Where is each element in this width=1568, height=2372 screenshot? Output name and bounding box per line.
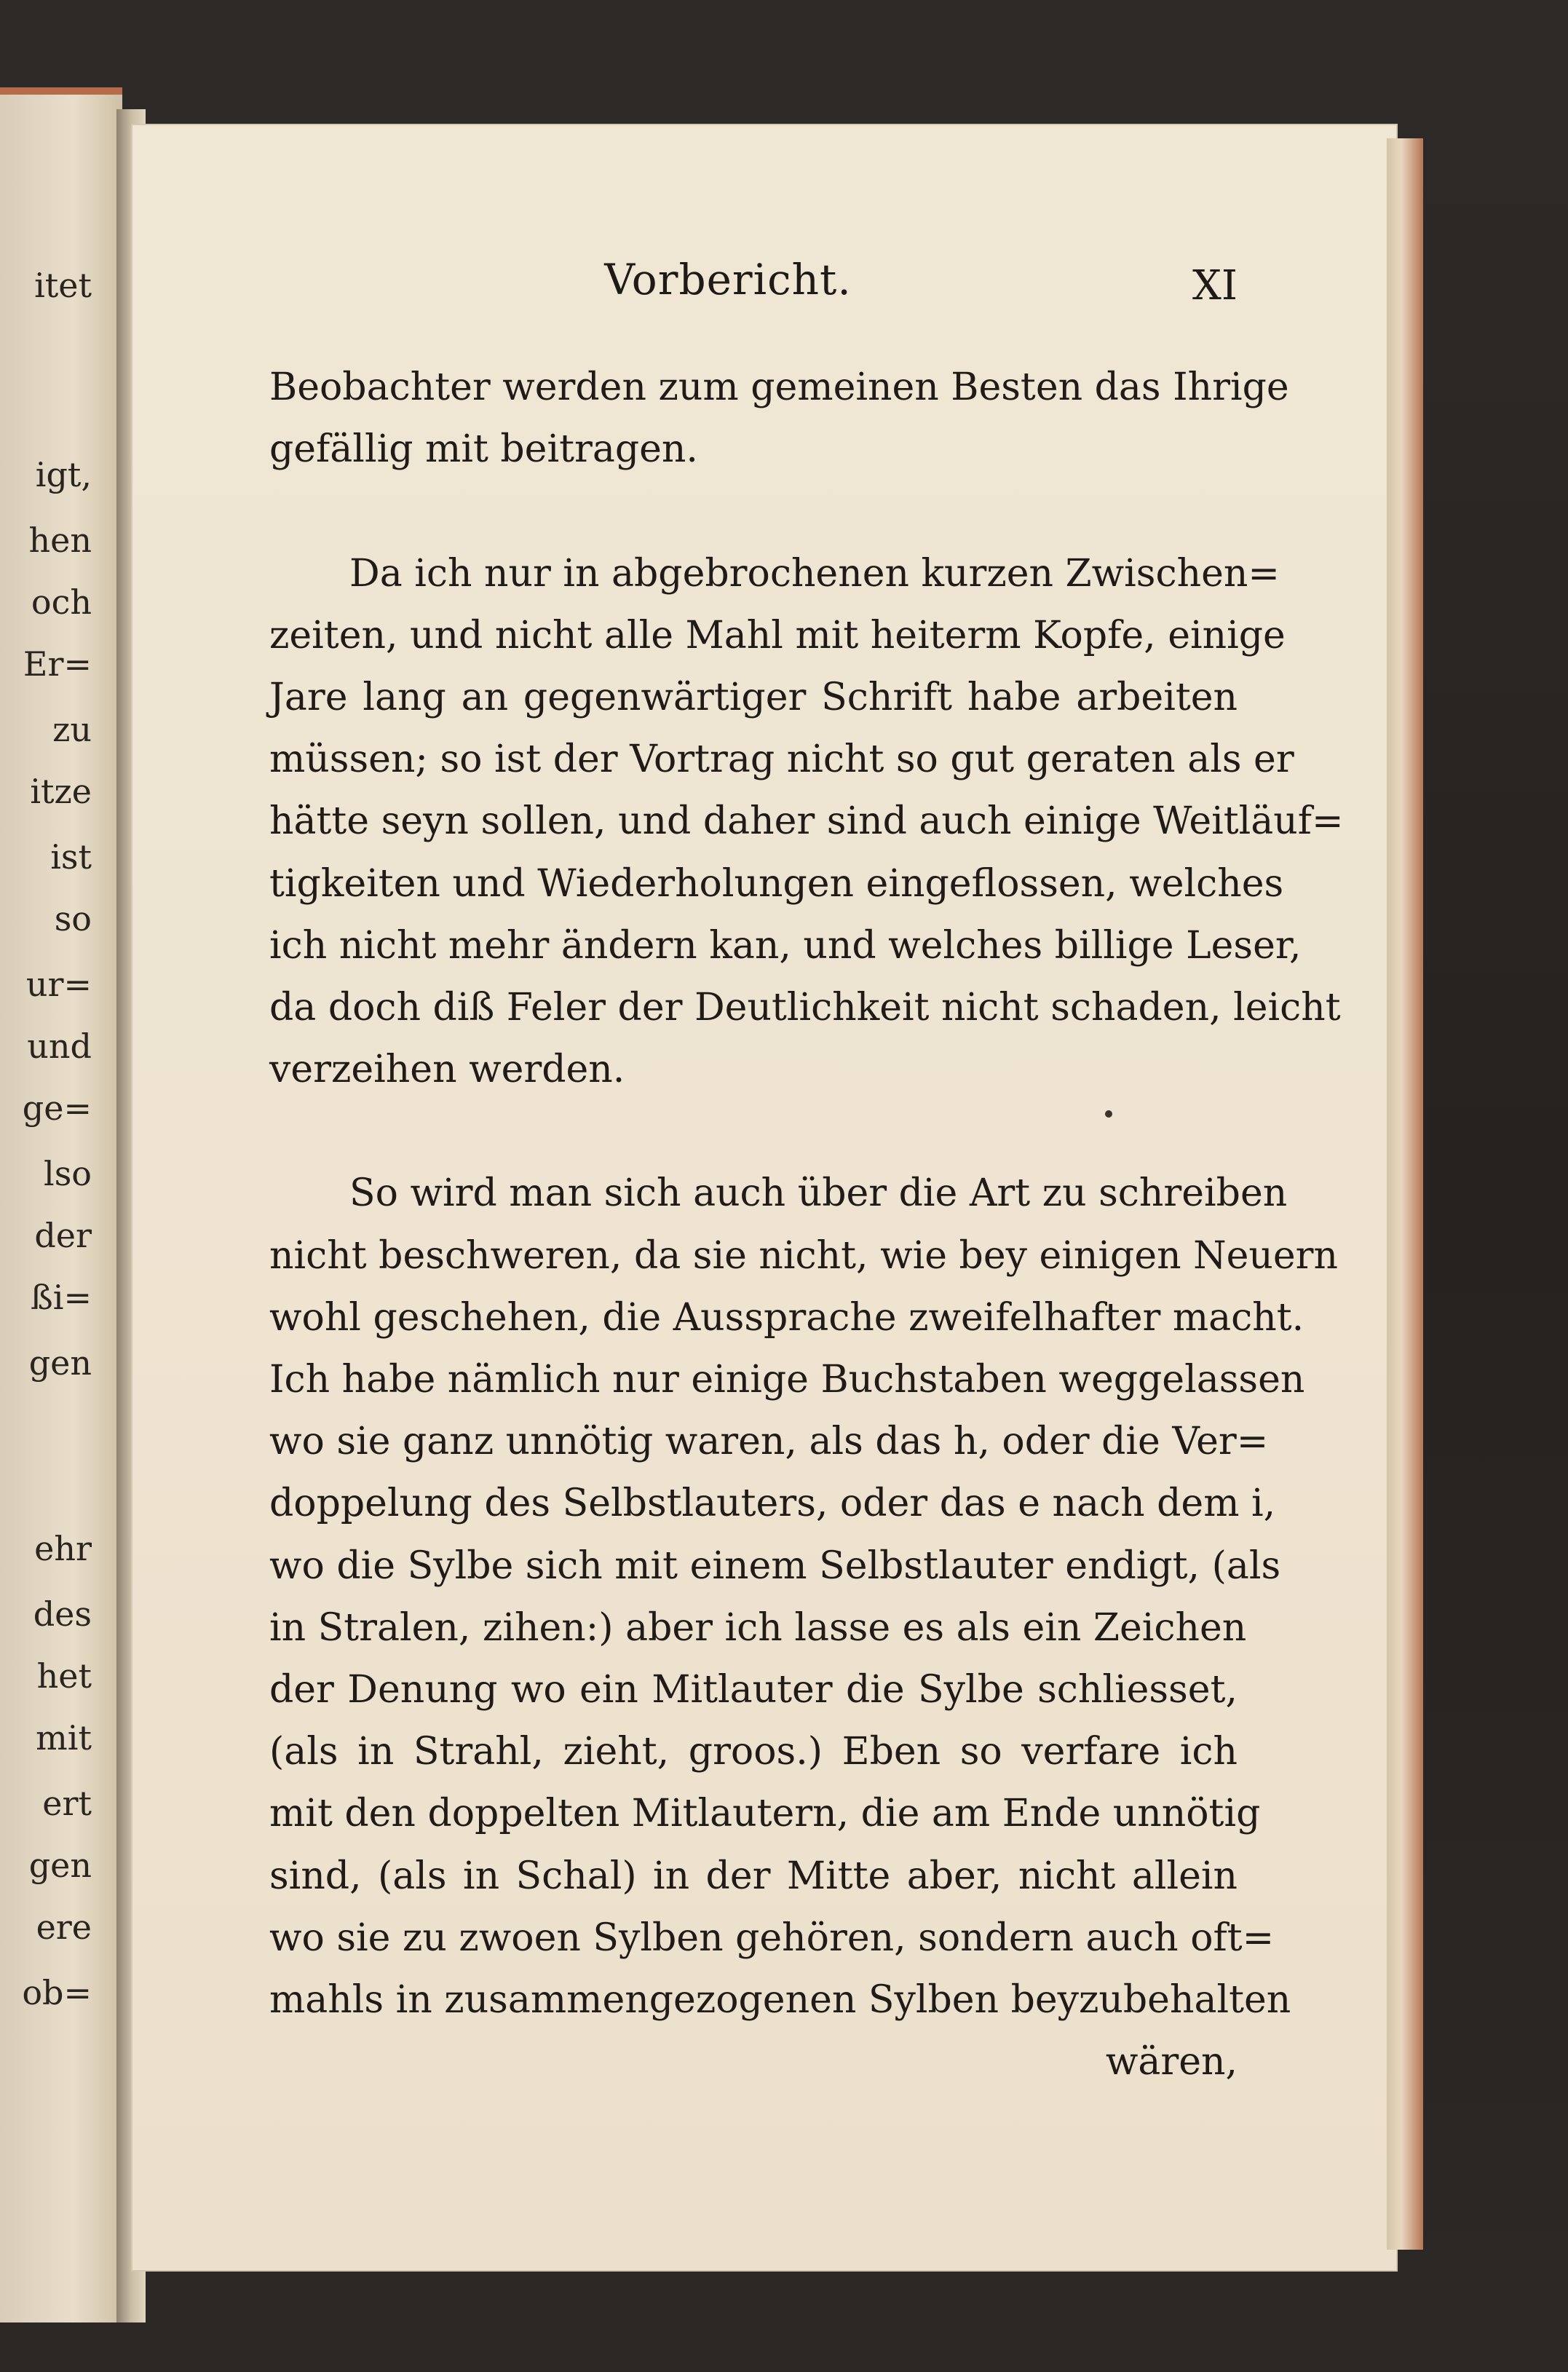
left-page-fragment: ert xyxy=(42,1784,92,1823)
left-page-fragment: und xyxy=(27,1027,92,1066)
left-page-fragment: ge= xyxy=(22,1088,92,1128)
left-page-fragment: gen xyxy=(28,1343,92,1383)
page-number: XI xyxy=(1192,262,1238,309)
text-line: gefällig mit beitragen. xyxy=(269,427,698,472)
text-line: zeiten, und nicht alle Mahl mit heiterm Kopfe, einige xyxy=(269,613,1286,657)
text-line: wo sie zu zwoen Sylben gehören, sondern auch oft= xyxy=(269,1916,1275,1960)
text-line: Da ich nur in abgebrochenen kurzen Zwischen= xyxy=(349,551,1280,596)
catchword: wären, xyxy=(1105,2040,1238,2084)
text-line: wohl geschehen, die Aussprache zweifelhafter macht. xyxy=(269,1295,1304,1340)
text-line: mit den doppelten Mitlautern, die am Ende unnötig xyxy=(269,1792,1261,1836)
text-line: ich nicht mehr ändern kan, und welches billige Leser, xyxy=(269,923,1302,968)
text-line: doppelung des Selbstlauters, oder das e nach dem i, xyxy=(269,1482,1276,1526)
text-line: hätte seyn sollen, und daher sind auch einige Weitläuf= xyxy=(269,799,1344,844)
text-line: mahls in zusammengezogenen Sylben beyzubehalten xyxy=(269,1977,1291,2022)
ink-speck xyxy=(1105,1110,1112,1118)
text-line: Beobachter werden zum gemeinen Besten das Ihrige xyxy=(269,365,1289,409)
left-page-fragment: Er= xyxy=(23,644,92,684)
text-line: wo die Sylbe sich mit einem Selbstlauter endigt, (als xyxy=(269,1543,1281,1588)
text-line: tigkeiten und Wiederholungen eingeflossen, welches xyxy=(269,861,1284,906)
left-page-fragment: itet xyxy=(34,266,92,305)
left-page-fragment: ist xyxy=(50,837,92,877)
left-page-fragment: igt, xyxy=(35,455,92,494)
text-line: nicht beschweren, da sie nicht, wie bey einigen Neuern xyxy=(269,1233,1339,1278)
left-page-fragment: gen xyxy=(28,1846,92,1885)
left-page-fragment: ur= xyxy=(25,965,92,1004)
text-line: müssen; so ist der Vortrag nicht so gut geraten als er xyxy=(269,738,1294,782)
left-page-fragment: so xyxy=(54,899,92,938)
left-page-fragment: ehr xyxy=(34,1529,92,1568)
page-edge xyxy=(1387,138,1423,2250)
left-page-fragment: mit xyxy=(36,1718,92,1758)
left-page-fragment: hen xyxy=(28,521,92,560)
text-line: der Denung wo ein Mitlauter die Sylbe schliesset, xyxy=(269,1667,1238,1712)
text-line: in Stralen, zihen:) aber ich lasse es als ein Zeichen xyxy=(269,1605,1247,1650)
left-page-fragment: och xyxy=(31,582,92,622)
left-page-fragment: ßi= xyxy=(31,1278,92,1317)
text-line: da doch diß Feler der Deutlichkeit nicht schaden, leicht xyxy=(269,985,1341,1029)
paragraph-gap xyxy=(269,1101,1238,1163)
text-line: verzeihen werden. xyxy=(269,1048,625,1092)
text-line: wo sie ganz unnötig waren, als das h, oder die Ver= xyxy=(269,1420,1269,1464)
left-page-fragment: der xyxy=(34,1216,92,1255)
text-line: (als in Strahl, zieht, groos.) Eben so verfare ich xyxy=(269,1730,1238,1774)
paragraph-gap xyxy=(269,481,1238,542)
left-page-fragment: des xyxy=(33,1594,92,1634)
text-line: sind, (als in Schal) in der Mitte aber, nicht allein xyxy=(269,1854,1238,1898)
left-page-fragment: ob= xyxy=(22,1973,92,2012)
left-page-fragment: zu xyxy=(52,710,92,749)
left-page-fragment: ere xyxy=(36,1908,92,1947)
text-line: Ich habe nämlich nur einige Buchstaben weggelassen xyxy=(269,1358,1305,1402)
left-page-fragment: itze xyxy=(30,772,92,811)
left-page-fragment: het xyxy=(36,1656,92,1696)
left-page xyxy=(0,87,122,2322)
left-page-fragment: lso xyxy=(43,1154,92,1193)
text-line: Jare lang an gegenwärtiger Schrift habe arbeiten xyxy=(269,675,1238,719)
running-head-title: Vorbericht. xyxy=(604,255,852,304)
text-line: So wird man sich auch über die Art zu schreiben xyxy=(349,1171,1288,1216)
page-body xyxy=(269,357,1344,2093)
